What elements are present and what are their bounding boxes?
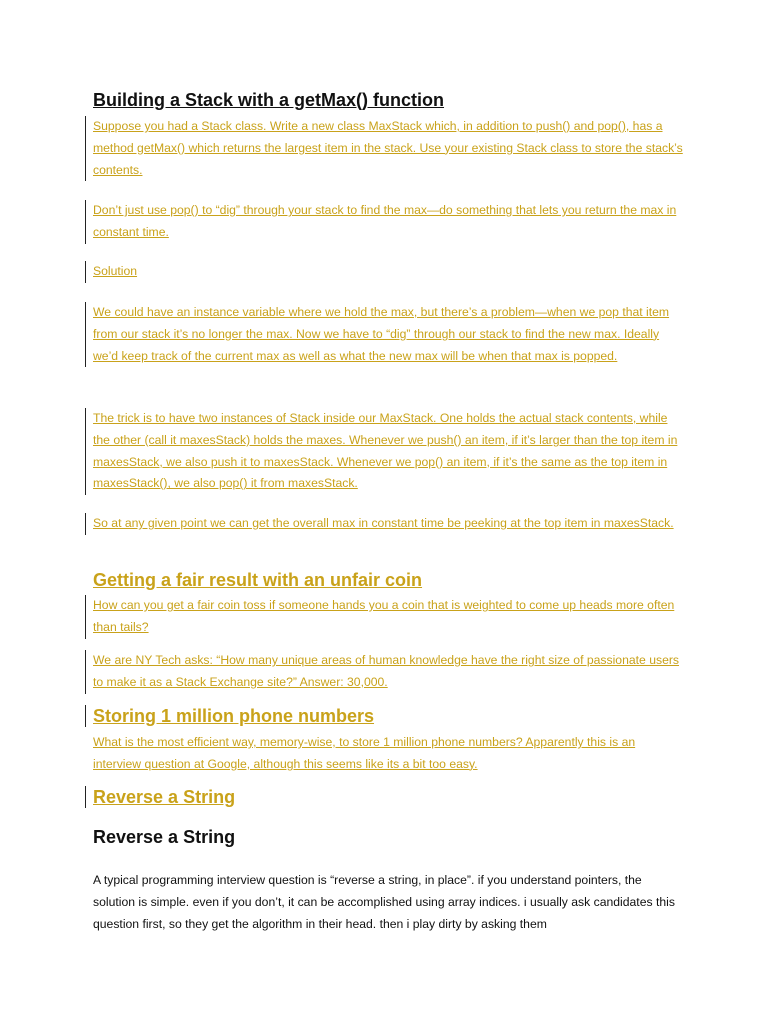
stack-paragraph-1 [85,116,683,181]
stack-paragraph-3 [85,302,683,367]
stack-paragraph-5 [85,513,683,535]
reverse-heading: Reverse a String [93,827,236,847]
reverse-paragraph-1 [85,870,683,935]
stack-p1-link[interactable]: Suppose you had a Stack class. Write a new class MaxStack which, in addition to push() and pop(), has a method getMax() which returns the largest item in the stack. Use your existing Stack class to store the stack’s contents. [93,119,683,177]
reverse-link-title[interactable]: Reverse a String [93,787,236,807]
reverse-section-link-heading [85,786,683,808]
coin-section-heading [85,569,683,591]
stack-p5-link[interactable]: So at any given point we can get the overall max in constant time be peeking at the top item in maxesStack. [93,516,674,530]
coin-title-link[interactable]: Getting a fair result with an unfair coin [93,570,423,590]
stack-solution [85,261,683,283]
phone-section-heading [85,705,683,727]
stack-p2-link[interactable]: Don’t just use pop() to “dig” through your stack to find the max—do something that lets you return the max in constant time. [93,203,677,239]
nytech-paragraph [85,650,683,694]
stack-p3-link[interactable]: We could have an instance variable where we hold the max, but there’s a problem—when we pop that item from our stack it’s no longer the max. Now we have to “dig” through our stack to find the new max. Ideally we’d keep track of the current max as well as what the new max will be when that max is popped. [93,305,670,363]
stack-solution-link[interactable]: Solution [93,264,138,278]
stack-title-link[interactable]: Building a Stack with a getMax() function [93,90,445,110]
stack-p4-link[interactable]: The trick is to have two instances of Stack inside our MaxStack. One holds the actual stack contents, while the other (call it maxesStack) holds the maxes. Whenever we push() an item, if it’s larger than the top item in maxesStack, we also push it to maxesStack. Whenever we pop() an item, if it’s the same as the top item in maxesStack(), we also pop() it from maxesStack. [93,411,678,491]
stack-section-heading [85,89,683,111]
reverse-p1: A typical programming interview question is “reverse a string, in place”. if you understand pointers, the solution is simple. even if you don’t, it can be accomplished using array indices. i usually ask candidates this question first, so they get the algorithm in their head. then i play dirty by asking them [93,873,675,931]
phone-title-link[interactable]: Storing 1 million phone numbers [93,706,375,726]
coin-p1-link[interactable]: How can you get a fair coin toss if someone hands you a coin that is weighted to come up heads more often than tails? [93,598,675,634]
phone-paragraph-1 [85,732,683,776]
stack-paragraph-2 [85,200,683,244]
coin-paragraph-1 [85,595,683,639]
stack-paragraph-4 [85,408,683,495]
nytech-p1-link[interactable]: We are NY Tech asks: “How many unique areas of human knowledge have the right size of passionate users to make it as a Stack Exchange site?” Answer: 30,000. [93,653,679,689]
reverse-heading-block [85,826,683,848]
phone-p1-link[interactable]: What is the most efficient way, memory-wise, to store 1 million phone numbers? Apparently this is an interview question at Google, although this seems like its a bit too easy. [93,735,636,771]
